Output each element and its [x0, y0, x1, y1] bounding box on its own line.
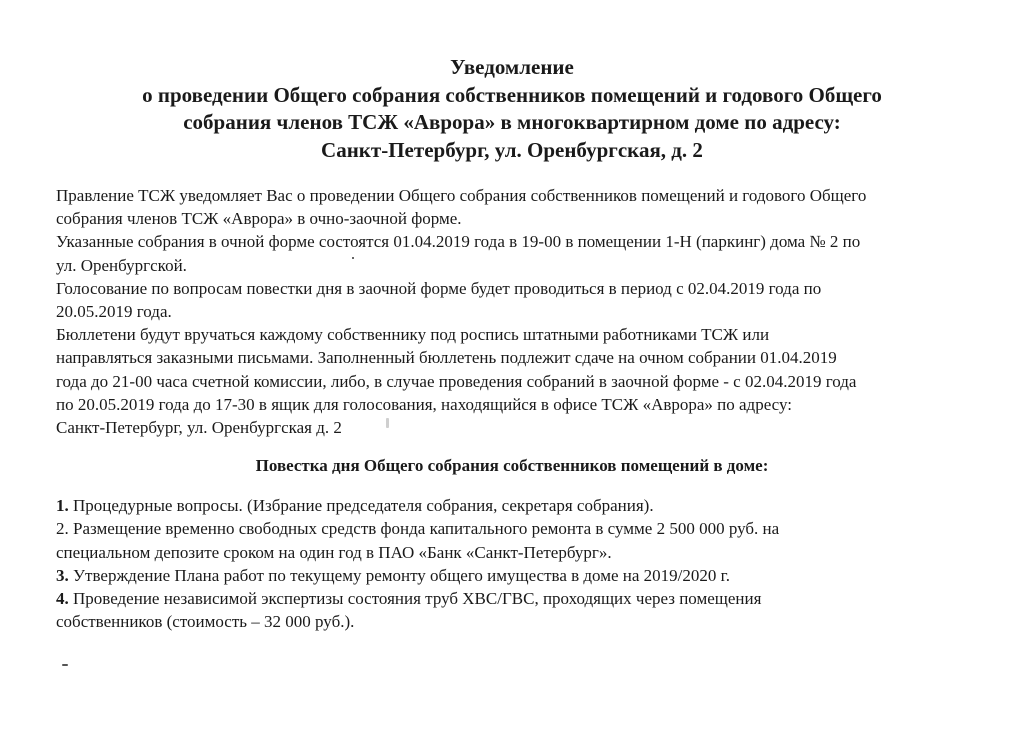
body-line: ул. Оренбургской. [56, 255, 187, 275]
body-line: Санкт-Петербург, ул. Оренбургская д. 2 [56, 418, 342, 438]
agenda-item-3 [56, 564, 976, 587]
scan-speck [352, 257, 354, 259]
notice-body [56, 184, 976, 439]
agenda-item-2 [56, 517, 976, 540]
body-line: года до 21-00 часа счетной комиссии, либо, в случае проведения собраний в заочной форме - с 02.04.2019 года [56, 371, 857, 391]
agenda-item-number: 4. [56, 589, 69, 609]
agenda-item-text: Проведение независимой экспертизы состояния труб ХВС/ГВС, проходящих через помещения [73, 589, 762, 609]
body-line: Указанные собрания в очной форме состоятся 01.04.2019 года в 19-00 в помещении 1-Н (паркинг) дома № 2 по [56, 232, 861, 252]
agenda-item-number: 3. [56, 565, 69, 585]
body-line: Голосование по вопросам повестки дня в заочной форме будет проводиться в период с 02.04.2019 года по [56, 278, 822, 298]
agenda-item-number: 2. [56, 519, 69, 539]
body-line: 20.05.2019 года. [56, 302, 172, 322]
scan-speck [62, 664, 68, 666]
body-line: по 20.05.2019 года до 17-30 в ящик для голосования, находящийся в офисе ТСЖ «Аврора» по адресу: [56, 394, 792, 414]
agenda-item-text: Размещение временно свободных средств фонда капитального ремонта в сумме 2 500 000 руб. на [73, 519, 780, 539]
body-line: направляться заказными письмами. Заполненный бюллетень подлежит сдаче на очном собрании 01.04.2019 [56, 348, 837, 368]
title-line-4: Санкт-Петербург, ул. Оренбургская, д. 2 [321, 137, 703, 162]
agenda-heading: Повестка дня Общего собрания собственников помещений в доме: [255, 456, 769, 475]
title-line-1: Уведомление [450, 55, 574, 79]
scan-speck [386, 418, 389, 428]
agenda-item-1 [56, 494, 976, 517]
title-line-3: собрания членов ТСЖ «Аврора» в многоквартирном доме по адресу: [183, 110, 841, 134]
agenda-item-text: Утверждение Плана работ по текущему ремонту общего имущества в доме на 2019/2020 г. [73, 565, 730, 585]
agenda-item-number: 1. [56, 496, 69, 515]
notice-title [60, 54, 964, 164]
body-line: собрания членов ТСЖ «Аврора» в очно-заочной форме. [56, 209, 462, 229]
body-line: Бюллетени будут вручаться каждому собственнику под роспись штатными работниками ТСЖ или [56, 325, 770, 345]
title-line-2: о проведении Общего собрания собственников помещений и годового Общего [142, 82, 882, 107]
agenda-item-text: Процедурные вопросы. (Избрание председателя собрания, секретаря собрания). [73, 496, 654, 515]
agenda-item-4-continuation: собственников (стоимость – 32 000 руб.). [56, 612, 355, 632]
agenda-list [56, 494, 976, 634]
body-line: Правление ТСЖ уведомляет Вас о проведении Общего собрания собственников помещений и годового Общего [56, 186, 867, 205]
agenda-item-4 [56, 587, 976, 610]
agenda-item-2-continuation: специальном депозите сроком на один год в ПАО «Банк «Санкт-Петербург». [56, 542, 612, 562]
